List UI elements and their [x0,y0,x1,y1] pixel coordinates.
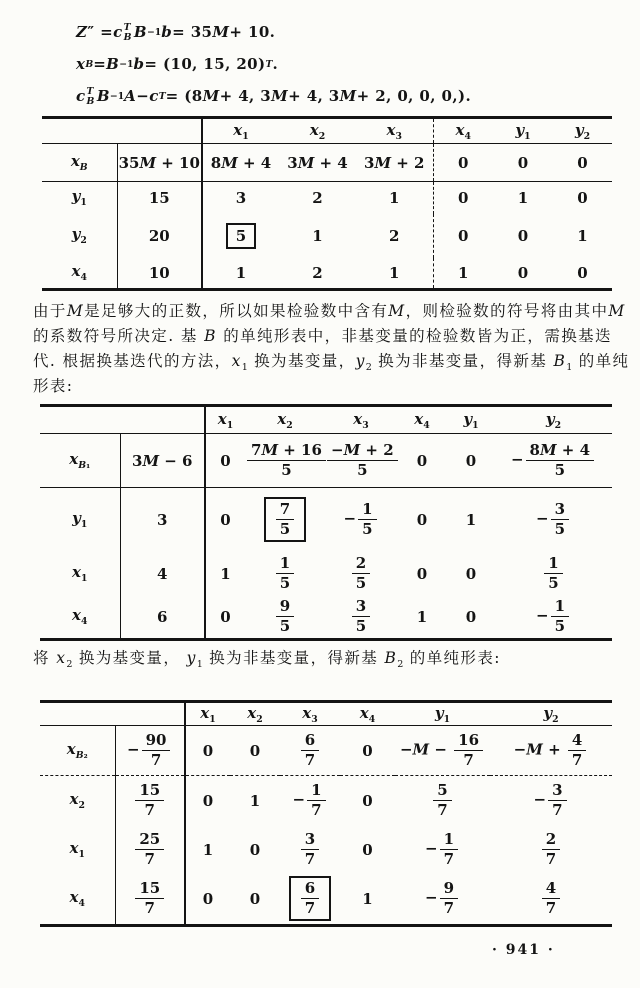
column-header: $x_4$ [414,409,430,431]
cell: 1 [517,188,529,207]
row-label: $x_2$ [40,776,115,826]
sup-sub: T B [86,86,95,107]
cell: 0 [202,889,214,908]
column-header: $x_3$ [302,703,318,725]
row-value: 6 [120,596,205,640]
header-row [42,118,612,144]
cell: 1 [249,791,261,810]
cell [395,776,490,826]
column-header: $x_1$ [233,120,249,142]
table-row [42,258,612,290]
fraction: $\frac{1}{7}$ [440,831,458,868]
corner-cell [42,118,117,144]
cell [325,434,397,488]
row-value [115,874,185,926]
cell [490,826,612,874]
fraction: $\frac{2}{7}$ [542,831,560,868]
paragraph-explanation [33,299,630,399]
row-label: $x_{B_2}$ [40,726,115,776]
pivot-box [264,497,306,542]
cell [245,596,325,640]
fraction: $\frac{2}{5}$ [352,555,370,592]
cell: 1 [389,188,400,207]
cell: −M − $\frac{16}{7}$ [395,726,490,776]
row-label: $y_2$ [42,214,117,258]
fraction: $\frac{3}{5}$ [551,501,569,538]
corner-cell [120,406,205,434]
cell: 0 [433,182,493,214]
column-header: $y_2$ [543,703,559,725]
cell: − $\frac{3}{5}$ [495,488,612,552]
cell: − $\frac{1}{7}$ [280,776,340,826]
cell: 0 [433,144,493,182]
column-header: $x_2$ [309,120,326,142]
cell: 1 [235,263,247,282]
cell: 0 [465,564,477,583]
cell: 1 [202,840,214,859]
cell: 3M + 4 [287,153,348,172]
pivot-box [289,876,331,921]
cell [325,596,397,640]
table-row [42,144,612,182]
fraction: $\frac{3}{7}$ [548,782,566,819]
table-row [40,874,612,926]
cell: 0 [517,226,529,245]
cell: − $\frac{1}{7}$ [395,826,490,874]
table-row [40,776,612,826]
simplex-table-B1 [40,404,612,641]
fraction: $\frac{1}{5}$ [358,501,376,538]
row-label: $x_{B_1}$ [40,434,120,488]
cell: 2 [389,226,400,245]
simplex-table-initial [42,116,612,291]
cell [280,726,340,776]
corner-cell [115,702,185,726]
equation-line-3: c T B B −1 A − c T = (8 M + 4, 3 M + 4, 3 M + 2, 0, 0, 0,). [76,86,472,107]
cell: 1 [577,226,588,245]
cell [202,214,279,258]
row-value: 20 [117,214,202,258]
fraction: $\frac{1}{5}$ [276,555,294,592]
table-row [40,552,612,596]
row-value: 3M − 6 [120,434,205,488]
row-label: $x_4$ [42,258,117,290]
column-header: $y_2$ [545,409,562,431]
row-label: $y_1$ [42,182,117,214]
fraction: $\frac{15}{7}$ [135,880,164,917]
cell: 0 [202,791,214,810]
corner-cell [117,118,202,144]
row-label: $y_1$ [40,488,120,552]
text-line: 的系数符号所决定. 基 B 的单纯形表中，非基变量的检验数皆为正，需换基迭 [33,327,612,345]
column-header: $x_2$ [277,409,293,431]
cell: 0 [249,741,261,760]
text-line: 形表: [33,377,74,395]
cell: 0 [517,153,529,172]
cell: 1 [362,889,373,908]
header-row [40,406,612,434]
cell: −M + $\frac{4}{7}$ [490,726,612,776]
cell: 2 [312,188,323,207]
table-row [40,596,612,640]
column-header: $x_4$ [433,118,493,144]
table-row [42,214,612,258]
fraction: $\frac{8M + 4}{5}$ [526,442,595,479]
cell: 0 [577,263,588,282]
text-line: 代. 根据换基迭代的方法，$x_1$ 换为基变量，$y_2$ 换为非基变量，得新基 $B_1$ 的单纯 [33,352,630,374]
cell: 0 [220,607,231,626]
cell: 0 [249,840,261,859]
cell: − $\frac{3}{7}$ [490,776,612,826]
column-header: $x_3$ [353,409,369,431]
cell: 2 [312,263,323,282]
row-label: $x_4$ [40,874,115,926]
row-value [115,826,185,874]
cell: 0 [362,840,373,859]
cell [280,874,340,926]
cell: 0 [362,791,373,810]
row-value: 35M + 10 [117,144,202,182]
cell: 0 [465,607,477,626]
cell: 0 [220,451,231,470]
cell: 1 [389,263,400,282]
cell: 1 [220,564,231,583]
cell: 1 [312,226,323,245]
equations-block [76,16,471,112]
cell [280,826,340,874]
fraction: $\frac{-M + 2}{5}$ [327,442,398,479]
column-header: $x_1$ [217,409,234,431]
cell: 0 [220,510,231,529]
cell: − $\frac{1}{5}$ [325,488,397,552]
equation-line-1: Z ″ = c T B B −1 b = 35 M + 10. [76,22,276,43]
cell: 0 [249,889,261,908]
corner-cell [40,702,115,726]
cell: 0 [362,741,373,760]
cell: − $\frac{1}{5}$ [495,596,612,640]
cell: 1 [416,607,428,626]
cell: 0 [202,741,214,760]
cell: 3M + 2 [364,153,425,172]
cell: 3 [235,188,247,207]
text-line: 将 $x_2$ 换为基变量， $y_1$ 换为非基变量，得新基 $B_2$ 的单纯形表: [33,649,501,671]
equation-line-2: x B = B −1 b = (10, 15, 20) T . [76,55,279,73]
corner-cell [40,406,120,434]
column-header: $y_1$ [434,703,451,725]
cell: 0 [517,263,529,282]
row-value [115,776,185,826]
fraction: $\frac{1}{5}$ [544,555,562,592]
fraction: $\frac{6}{7}$ [301,880,319,917]
table-row [42,182,612,214]
row-value: 3 [120,488,205,552]
cell: 0 [577,188,588,207]
simplex-table-B2 [40,700,612,927]
row-value: 15 [117,182,202,214]
row-value: 10 [117,258,202,290]
paragraph-pivot-note [33,646,615,671]
cell: − $\frac{8M + 4}{5}$ [495,434,612,488]
fraction: $\frac{4}{7}$ [542,880,560,917]
cell: 0 [416,451,428,470]
cell [245,434,325,488]
cell: 0 [416,564,428,583]
row-label: $x_1$ [40,552,120,596]
column-header: $x_4$ [359,703,376,725]
cell [490,874,612,926]
fraction: $\frac{16}{7}$ [454,732,483,769]
row-value: − $\frac{90}{7}$ [115,726,185,776]
cell [245,552,325,596]
column-header: $y_1$ [515,120,531,142]
row-label: $x_1$ [40,826,115,874]
fraction: $\frac{7M + 16}{5}$ [247,442,326,479]
cell: 0 [433,214,493,258]
fraction: $\frac{25}{7}$ [135,831,164,868]
fraction: $\frac{4}{7}$ [568,732,586,769]
table-row [40,488,612,552]
fraction: $\frac{5}{7}$ [433,782,451,819]
cell: 0 [465,451,477,470]
fraction: $\frac{9}{5}$ [276,598,294,635]
fraction: $\frac{90}{7}$ [142,732,171,769]
cell: 0 [577,153,588,172]
cell: 1 [465,510,477,529]
fraction: $\frac{6}{7}$ [301,732,319,769]
fraction: $\frac{3}{5}$ [352,598,370,635]
cell [325,552,397,596]
pivot-box: 5 [226,223,256,249]
table-row [40,726,612,776]
column-header: $y_1$ [463,409,479,431]
column-header: $x_3$ [386,120,402,142]
header-row [40,702,612,726]
row-label: $x_B$ [42,144,117,182]
fraction: $\frac{7}{5}$ [276,501,294,538]
text-line: 由于M是足够大的正数，所以如果检验数中含有M，则检验数的符号将由其中M [33,302,626,320]
fraction: $\frac{3}{7}$ [301,831,319,868]
cell: 1 [433,258,493,290]
row-value: 4 [120,552,205,596]
cell: 8M + 4 [210,153,272,172]
cell [495,552,612,596]
column-header: $x_1$ [200,703,216,725]
cell: 0 [416,510,428,529]
cell: − $\frac{9}{7}$ [395,874,490,926]
cell [245,488,325,552]
fraction: $\frac{15}{7}$ [135,782,164,819]
table-row [40,826,612,874]
table-row [40,434,612,488]
fraction: $\frac{9}{7}$ [440,880,458,917]
column-header: $y_2$ [574,120,591,142]
row-label: $x_4$ [40,596,120,640]
sup-sub: T B [123,22,132,43]
column-header: $x_2$ [247,703,263,725]
fraction: $\frac{1}{5}$ [551,598,569,635]
page-number: · 941 · [492,942,555,958]
fraction: $\frac{1}{7}$ [307,782,325,819]
